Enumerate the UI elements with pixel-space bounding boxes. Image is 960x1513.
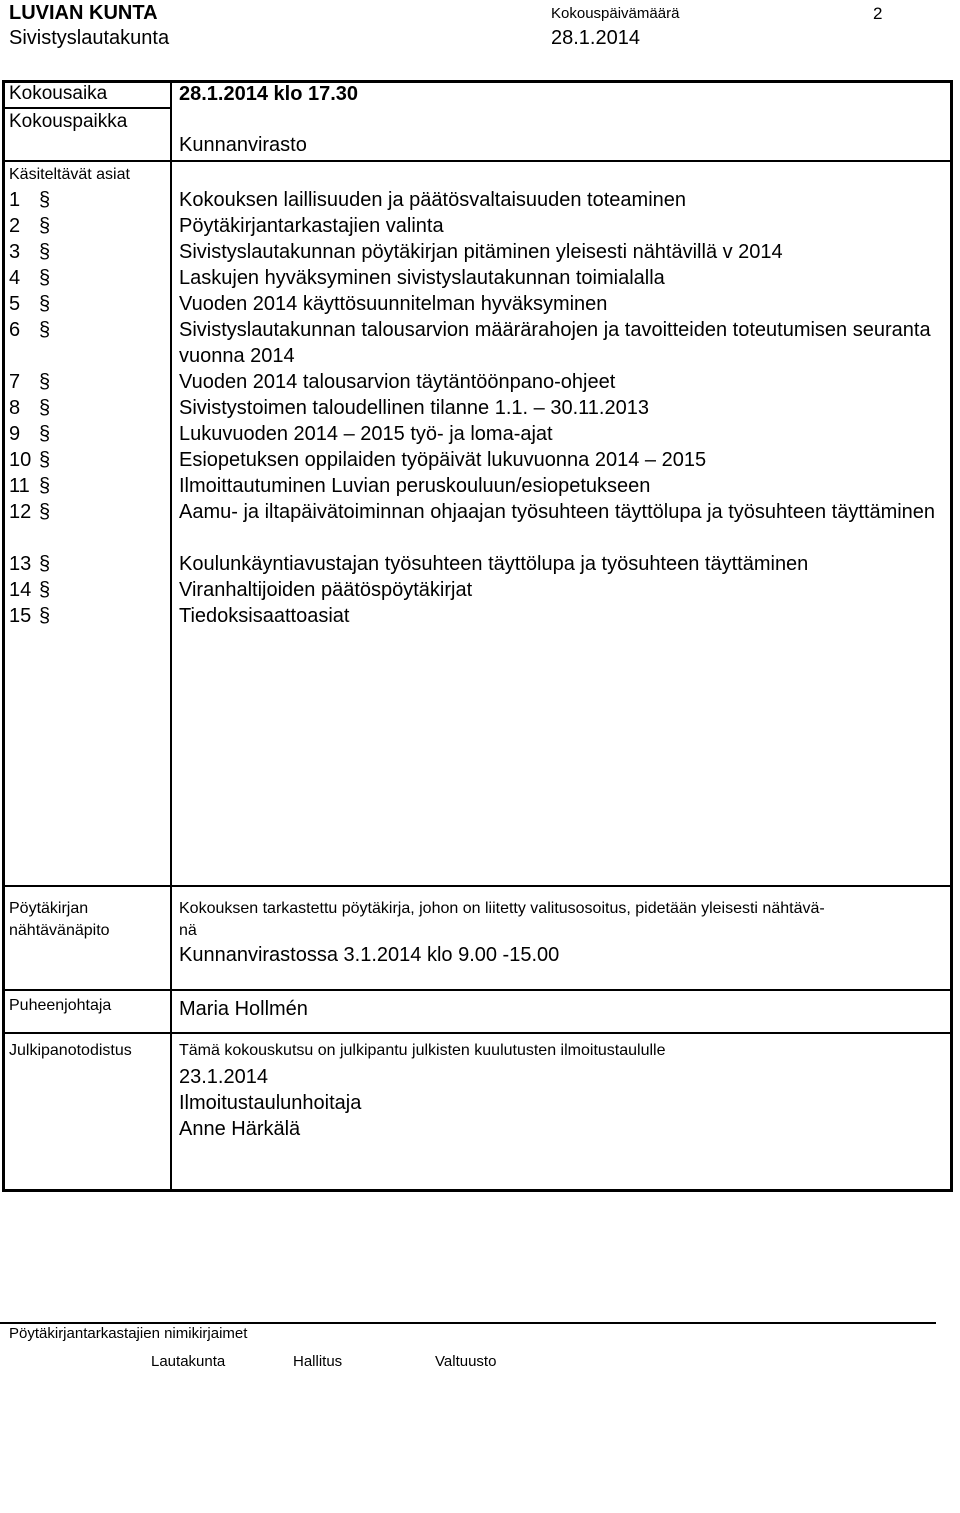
item-title: Lukuvuoden 2014 – 2015 työ- ja loma-ajat	[179, 423, 553, 445]
section-sign: §	[39, 423, 51, 445]
item-number: 3	[9, 241, 21, 263]
footer-signature-board: Lautakunta	[151, 1353, 226, 1370]
item-title: Sivistyslautakunnan pöytäkirjan pitäminen yleisesti nähtävillä v 2014	[179, 241, 783, 263]
row-divider	[2, 885, 953, 887]
section-sign: §	[39, 319, 51, 341]
notice-role: Ilmoitustaulunhoitaja	[179, 1092, 362, 1114]
item-title: Pöytäkirjantarkastajien valinta	[179, 215, 444, 237]
list-item	[9, 603, 939, 629]
section-sign: §	[39, 397, 51, 419]
list-item	[9, 317, 939, 369]
agenda-list	[9, 187, 939, 629]
section-sign: §	[39, 267, 51, 289]
footer-divider	[0, 1322, 936, 1324]
section-sign: §	[39, 553, 51, 575]
footer-signature-council: Valtuusto	[435, 1353, 497, 1370]
item-number: 11	[9, 475, 30, 497]
item-title: Vuoden 2014 talousarvion täytäntöönpano-ohjeet	[179, 371, 616, 393]
list-item	[9, 369, 939, 395]
agenda-items-label: Käsiteltävät asiat	[9, 166, 130, 183]
row-divider	[2, 160, 953, 162]
notice-person: Anne Härkälä	[179, 1118, 301, 1140]
page-number: 2	[873, 4, 883, 23]
notice-label: Julkipanotodistus	[9, 1042, 132, 1059]
item-title: Vuoden 2014 käyttösuunnitelman hyväksyminen	[179, 293, 608, 315]
row-divider	[2, 989, 953, 991]
department-name: Sivistyslautakunta	[9, 27, 170, 49]
item-number: 2	[9, 215, 21, 237]
list-item	[9, 499, 939, 551]
item-title: Viranhaltijoiden päätöspöytäkirjat	[179, 579, 473, 601]
item-title: Sivistystoimen taloudellinen tilanne 1.1. – 30.11.2013	[179, 397, 649, 419]
meeting-place-label: Kokouspaikka	[9, 111, 128, 132]
item-number: 12	[9, 501, 32, 523]
item-number: 13	[9, 553, 32, 575]
item-number: 10	[9, 449, 32, 471]
minutes-display-text: Kokouksen tarkastettu pöytäkirja, johon on liitetty valitusosoitus, pidetään yleisesti nähtävä-	[179, 900, 825, 917]
section-sign: §	[39, 241, 51, 263]
section-sign: §	[39, 579, 51, 601]
minutes-display-location: Kunnanvirastossa 3.1.2014 klo 9.00 -15.00	[179, 944, 560, 966]
list-item	[9, 473, 939, 499]
list-item	[9, 213, 939, 239]
item-number: 7	[9, 371, 21, 393]
item-number: 1	[9, 189, 21, 211]
footer-title: Pöytäkirjantarkastajien nimikirjaimet	[9, 1325, 248, 1342]
chair-label: Puheenjohtaja	[9, 997, 112, 1014]
item-title: Esiopetuksen oppilaiden työpäivät lukuvuonna 2014 – 2015	[179, 449, 707, 471]
item-number: 9	[9, 423, 21, 445]
meeting-date: 28.1.2014	[551, 27, 640, 49]
list-item	[9, 239, 939, 265]
minutes-display-text: nä	[179, 922, 197, 939]
list-item	[9, 265, 939, 291]
item-number: 8	[9, 397, 21, 419]
section-sign: §	[39, 189, 51, 211]
section-sign: §	[39, 215, 51, 237]
item-title: Aamu- ja iltapäivätoiminnan ohjaajan työsuhteen täyttölupa ja työsuhteen täyttäminen	[179, 501, 936, 523]
list-item	[9, 447, 939, 473]
section-sign: §	[39, 371, 51, 393]
chair-name: Maria Hollmén	[179, 998, 308, 1020]
section-sign: §	[39, 605, 51, 627]
section-sign: §	[39, 501, 51, 523]
minutes-display-label: Pöytäkirjan	[9, 900, 89, 917]
meeting-date-label: Kokouspäivämäärä	[551, 5, 680, 22]
list-item	[9, 291, 939, 317]
meeting-time-label: Kokousaika	[9, 83, 108, 104]
section-sign: §	[39, 293, 51, 315]
item-title: Ilmoittautuminen Luvian peruskouluun/esiopetukseen	[179, 475, 651, 497]
row-divider	[2, 107, 171, 109]
organization-name: LUVIAN KUNTA	[9, 2, 158, 24]
notice-date: 23.1.2014	[179, 1066, 268, 1088]
item-number: 6	[9, 319, 21, 341]
notice-text: Tämä kokouskutsu on julkipantu julkisten kuulutusten ilmoitustaululle	[179, 1042, 666, 1059]
list-item	[9, 421, 939, 447]
item-title: Tiedoksisaattoasiat	[179, 605, 350, 627]
list-item	[9, 577, 939, 603]
item-title: Koulunkäyntiavustajan työsuhteen täyttölupa ja työsuhteen täyttäminen	[179, 553, 809, 575]
list-item	[9, 395, 939, 421]
meeting-time-value: 28.1.2014 klo 17.30	[179, 83, 359, 105]
footer-signature-government: Hallitus	[293, 1353, 343, 1370]
list-item	[9, 187, 939, 213]
item-number: 15	[9, 605, 32, 627]
minutes-display-label: nähtävänäpito	[9, 922, 110, 939]
list-item	[9, 551, 939, 577]
item-title: Kokouksen laillisuuden ja päätösvaltaisuuden toteaminen	[179, 189, 687, 211]
item-number: 14	[9, 579, 32, 601]
item-number: 4	[9, 267, 21, 289]
section-sign: §	[39, 449, 51, 471]
item-title: Laskujen hyväksyminen sivistyslautakunnan toimialalla	[179, 267, 665, 289]
item-number: 5	[9, 293, 21, 315]
row-divider	[2, 1032, 953, 1034]
item-title: Sivistyslautakunnan talousarvion määrärahojen ja tavoitteiden toteutumisen seuranta vuonna 2014	[179, 319, 931, 367]
meeting-place-value: Kunnanvirasto	[179, 134, 307, 156]
section-sign: §	[39, 475, 51, 497]
